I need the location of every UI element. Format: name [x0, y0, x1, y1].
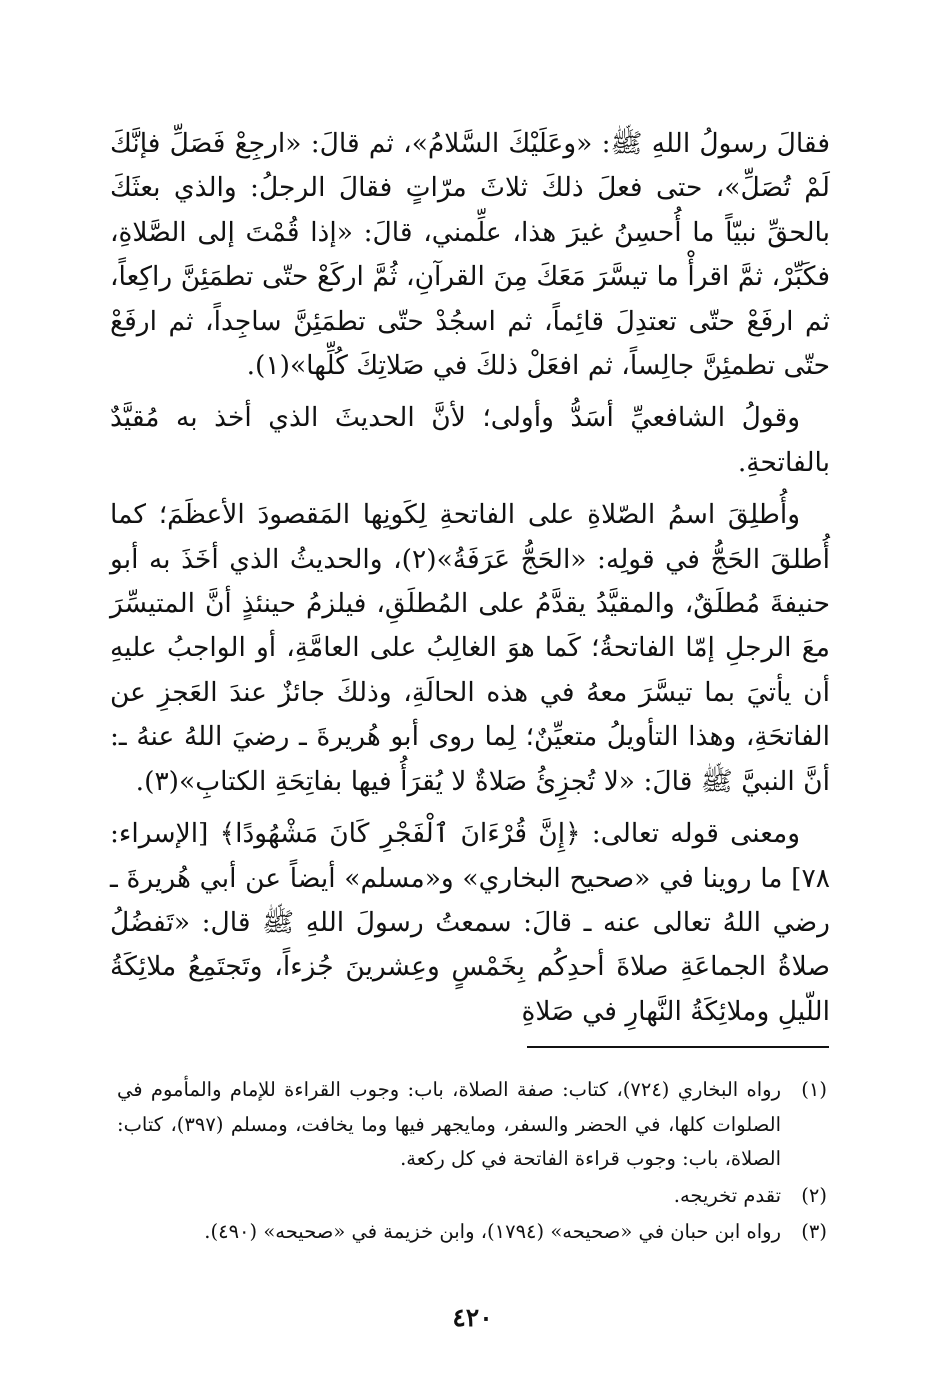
footnote-3	[117, 1215, 827, 1250]
footnote-text: رواه ابن حبان في «صحيحه» (١٧٩٤)، وابن خزيمة في «صحيحه» (٤٩٠).	[204, 1220, 781, 1243]
footnote-number: (١)	[801, 1078, 827, 1101]
footnote-separator	[527, 1046, 829, 1048]
footnotes	[117, 1073, 827, 1252]
paragraph-fatiha-explanation: وأُطلِقَ اسمُ الصّلاةِ على الفاتحةِ لِكَونِها المَقصودَ الأعظَمَ؛ كما أُطلقَ الحَجُّ في قولِه: «الحَجُّ عَرَفَةُ»(٢)، والحديثُ الذي أخَذَ به أبو حنيفةَ مُطلَقٌ، والمقيَّدُ يقدَّمُ على المُطلَقِ، فيلزمُ حينئذٍ أنَّ المتيسِّرَ معَ الرجلِ إمّا الفاتحةُ؛ كَما هوَ الغالِبُ على العامَّةِ، أو الواجبُ عليهِ أن يأتيَ بما تيسَّرَ معهُ في هذه الحالَةِ، وذلكَ جائزٌ عندَ العَجزِ عن الفاتحَةِ، وهذا التأويلُ متعيِّنٌ؛ لِما روى أبو هُريرةَ ـ رضيَ اللهُ عنهُ ـ: أنَّ النبيَّ ﷺ قالَ: «لا تُجزِئُ صَلاةٌ لا يُقرَأُ فيها بفاتِحَةِ الكتابِ»(٣).	[110, 499, 830, 797]
paragraph-shafii-opinion: وقولُ الشافعيِّ أسَدُّ وأولى؛ لأنَّ الحديثَ الذي أخذ به مُقيَّدٌ بالفاتحةِ.	[110, 402, 830, 478]
footnote-2	[117, 1179, 827, 1214]
footnote-number: (٣)	[801, 1220, 827, 1243]
footnote-1	[117, 1073, 827, 1177]
paragraph-verse-meaning: ومعنى قوله تعالى: ﴿إِنَّ قُرْءَانَ ٱلْفَجْرِ كَانَ مَشْهُودًا﴾ [الإسراء: ٧٨] ما روينا في «صحيح البخاري» و«مسلم» أيضاً عن أبي هُريرةَ ـ رضي اللهُ تعالى عنه ـ قالَ: سمعتُ رسولَ اللهِ ﷺ قال: «تَفضُلُ صلاةُ الجماعَةِ صلاةَ أحدِكُم بِخَمْسٍ وعِشرينَ جُزءاً، وتَجتَمِعُ ملائِكَةُ اللّيلِ وملائِكَةُ النَّهارِ في صَلاةِ	[110, 818, 830, 1027]
footnote-number: (٢)	[801, 1183, 827, 1207]
main-text	[110, 122, 830, 1034]
paragraph-hadith-continuation: فقالَ رسولُ اللهِ ﷺ: «وعَلَيْكَ السَّلامُ»، ثم قالَ: «ارجِعْ فَصَلِّ فإنَّكَ لَمْ تُصَلِّ»، حتى فعلَ ذلكَ ثلاثَ مرّاتٍ فقالَ الرجلُ: والذي بعثَكَ بالحقِّ نبيّاً ما أُحسِنُ غيرَ هذا، علِّمني، قالَ: «إذا قُمْتَ إلى الصَّلاةِ، فكَبِّرْ، ثمَّ اقرأْ ما تيسَّرَ مَعَكَ مِنَ القرآنِ، ثُمَّ اركَعْ حتّى تطمَئِنَّ راكِعاً، ثم ارفَعْ حتّى تعتدِلَ قائِماً، ثم اسجُدْ حتّى تطمَئِنَّ ساجِداً، ثم ارفَعْ حتّى تطمئِنَّ جالِساً، ثم افعَلْ ذلكَ في صَلاتِكَ كُلِّها»(١).	[110, 128, 830, 382]
footnote-text: رواه البخاري (٧٢٤)، كتاب: صفة الصلاة، باب: وجوب القراءة للإمام والمأموم في الصلوات كلها، في الحضر والسفر، ومايجهر فيها وما يخافت، ومسلم (٣٩٧)، كتاب: الصلاة، باب: وجوب قراءة الفاتحة في كل ركعة.	[117, 1078, 781, 1170]
footnote-text: تقدم تخريجه.	[673, 1183, 781, 1207]
page-number: ٤٢٠	[452, 1303, 493, 1332]
